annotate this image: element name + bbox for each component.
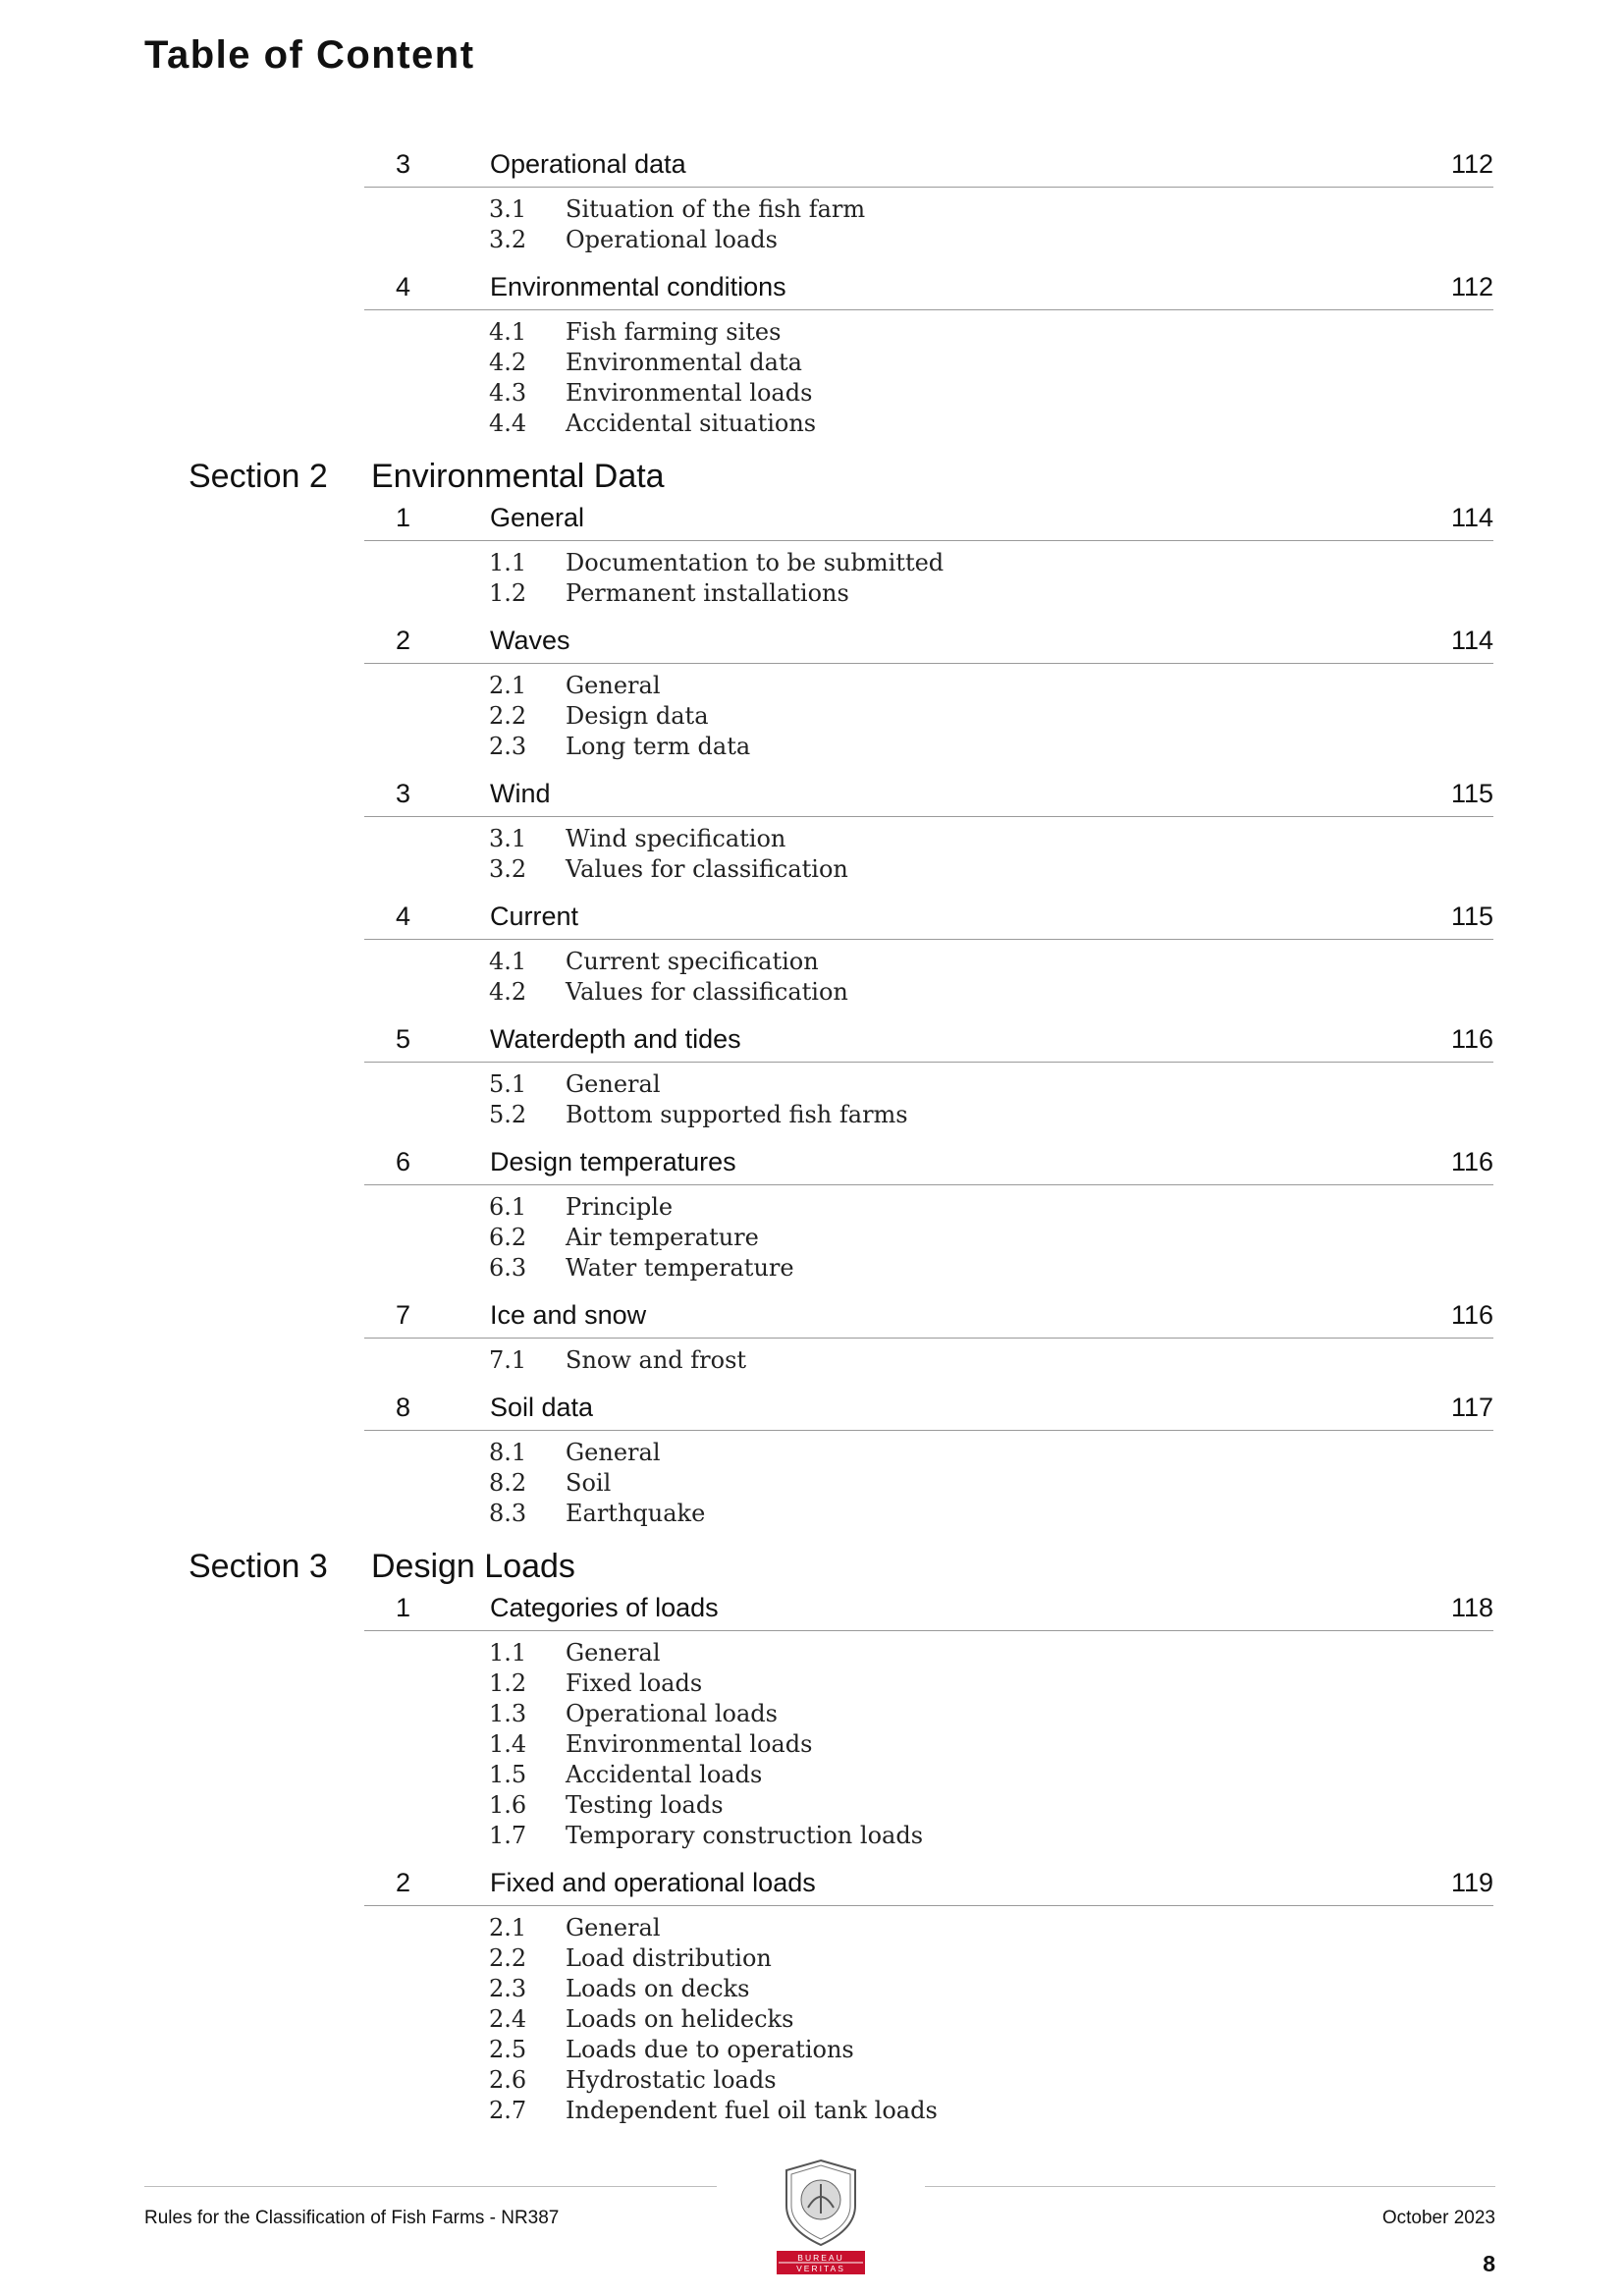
- toc-subsection[interactable]: [0, 1222, 1623, 1252]
- toc-article-heading[interactable]: [364, 264, 1493, 310]
- svg-text:BUREAU: BUREAU: [797, 2253, 844, 2263]
- article-title: Current: [490, 902, 579, 931]
- toc-article: [0, 1585, 1623, 1860]
- article-number: 1: [396, 503, 411, 532]
- toc-subsection[interactable]: [0, 547, 1623, 577]
- article-number: 5: [396, 1024, 411, 1054]
- subsection-number: 1.5: [489, 1761, 527, 1788]
- subsection-number: 1.7: [489, 1822, 527, 1849]
- toc-article: [0, 618, 1623, 771]
- subsection-number: 8.1: [489, 1439, 527, 1466]
- article-title: Operational data: [490, 149, 686, 179]
- subsection-number: 7.1: [489, 1346, 527, 1374]
- subsection-title: General: [566, 1914, 661, 1941]
- section-title: Design Loads: [371, 1548, 575, 1585]
- toc-subsection[interactable]: [0, 1973, 1623, 2003]
- toc-article: [0, 1860, 1623, 2135]
- subsection-number: 5.2: [489, 1101, 527, 1128]
- subsection-title: Permanent installations: [566, 579, 849, 607]
- toc-article-heading[interactable]: [364, 495, 1493, 541]
- subsection-title: Documentation to be submitted: [566, 549, 945, 576]
- subsection-number: 1.1: [489, 1639, 527, 1667]
- toc-subsection[interactable]: [0, 946, 1623, 976]
- toc-subsection[interactable]: [0, 1498, 1623, 1528]
- subsection-title: Bottom supported fish farms: [566, 1101, 908, 1128]
- subsection-title: Loads due to operations: [566, 2036, 854, 2063]
- subsection-number: 6.1: [489, 1193, 527, 1221]
- subsection-number: 4.2: [489, 978, 527, 1006]
- article-page-number: 115: [1450, 902, 1493, 931]
- article-page-number: 117: [1450, 1393, 1493, 1422]
- toc-subsection[interactable]: [0, 316, 1623, 347]
- article-title: Categories of loads: [490, 1593, 719, 1622]
- article-title: Waterdepth and tides: [490, 1024, 741, 1054]
- subsection-title: Fixed loads: [566, 1669, 703, 1697]
- subsection-title: Hydrostatic loads: [566, 2066, 777, 2094]
- subsection-number: 3.2: [489, 855, 527, 883]
- subsection-list: [0, 541, 1623, 618]
- article-page-number: 118: [1450, 1593, 1493, 1622]
- subsection-number: 2.1: [489, 672, 527, 699]
- article-title: Wind: [490, 779, 551, 808]
- subsection-title: Accidental loads: [566, 1761, 763, 1788]
- subsection-list: [0, 1185, 1623, 1292]
- subsection-title: Loads on decks: [566, 1975, 750, 2002]
- article-title: Design temperatures: [490, 1147, 736, 1176]
- toc-subsection[interactable]: [0, 193, 1623, 224]
- toc-subsection[interactable]: [0, 700, 1623, 731]
- subsection-title: Environmental loads: [566, 379, 813, 407]
- subsection-number: 3.1: [489, 195, 527, 223]
- subsection-title: Air temperature: [566, 1224, 759, 1251]
- subsection-title: Wind specification: [566, 825, 786, 852]
- article-title: Environmental conditions: [490, 272, 786, 301]
- subsection-title: Values for classification: [566, 855, 848, 883]
- toc-subsection[interactable]: [0, 1344, 1623, 1375]
- subsection-number: 8.3: [489, 1500, 527, 1527]
- toc-subsection[interactable]: [0, 1728, 1623, 1759]
- toc-subsection[interactable]: [0, 224, 1623, 254]
- footer-document-title: Rules for the Classification of Fish Farms - NR387: [144, 2208, 560, 2228]
- article-number: 6: [396, 1147, 411, 1176]
- toc-subsection[interactable]: [0, 377, 1623, 408]
- subsection-number: 1.2: [489, 579, 527, 607]
- article-number: 8: [396, 1393, 411, 1422]
- article-page-number: 116: [1450, 1024, 1493, 1054]
- section-title: Environmental Data: [371, 458, 665, 495]
- svg-text:VERITAS: VERITAS: [796, 2264, 845, 2273]
- article-title: Soil data: [490, 1393, 594, 1422]
- toc-article-heading[interactable]: [364, 1139, 1493, 1185]
- toc-article-heading[interactable]: [364, 618, 1493, 664]
- subsection-title: Load distribution: [566, 1944, 772, 1972]
- subsection-list: [0, 664, 1623, 771]
- subsection-number: 2.3: [489, 733, 527, 760]
- subsection-number: 8.2: [489, 1469, 527, 1497]
- footer-date: October 2023: [1381, 2208, 1495, 2228]
- toc-subsection[interactable]: [0, 1942, 1623, 1973]
- subsection-number: 3.1: [489, 825, 527, 852]
- article-title: Fixed and operational loads: [490, 1868, 816, 1897]
- subsection-title: Values for classification: [566, 978, 848, 1006]
- subsection-number: 4.4: [489, 410, 527, 437]
- toc-article: [0, 1016, 1623, 1139]
- subsection-list: [0, 817, 1623, 894]
- article-number: 2: [396, 1868, 411, 1897]
- article-page-number: 116: [1450, 1147, 1493, 1176]
- toc-subsection[interactable]: [0, 1099, 1623, 1129]
- subsection-number: 1.1: [489, 549, 527, 576]
- subsection-title: Loads on helidecks: [566, 2005, 794, 2033]
- article-number: 7: [396, 1300, 411, 1330]
- subsection-number: 2.6: [489, 2066, 527, 2094]
- toc-subsection[interactable]: [0, 2034, 1623, 2064]
- toc-article: [0, 771, 1623, 894]
- section-label: Section 2: [189, 458, 328, 495]
- subsection-number: 2.1: [489, 1914, 527, 1941]
- toc-subsection[interactable]: [0, 577, 1623, 608]
- toc-subsection[interactable]: [0, 823, 1623, 853]
- subsection-title: Design data: [566, 702, 709, 730]
- subsection-title: General: [566, 1639, 661, 1667]
- footer-rule-left: [144, 2186, 717, 2187]
- subsection-number: 3.2: [489, 226, 527, 253]
- article-page-number: 116: [1450, 1300, 1493, 1330]
- article-page-number: 119: [1450, 1868, 1493, 1897]
- subsection-title: Environmental data: [566, 349, 802, 376]
- toc-article: [0, 894, 1623, 1016]
- article-page-number: 114: [1450, 626, 1493, 655]
- subsection-title: Testing loads: [566, 1791, 724, 1819]
- article-number: 3: [396, 149, 411, 179]
- subsection-number: 2.5: [489, 2036, 527, 2063]
- subsection-number: 4.3: [489, 379, 527, 407]
- subsection-number: 1.3: [489, 1700, 527, 1727]
- table-of-contents: [0, 141, 1623, 2135]
- toc-article: [0, 1139, 1623, 1292]
- subsection-list: [0, 1063, 1623, 1139]
- toc-subsection[interactable]: [0, 1698, 1623, 1728]
- subsection-list: [0, 1906, 1623, 2135]
- article-number: 2: [396, 626, 411, 655]
- toc-subsection[interactable]: [0, 1191, 1623, 1222]
- subsection-list: [0, 310, 1623, 448]
- subsection-title: General: [566, 1070, 661, 1098]
- subsection-title: Water temperature: [566, 1254, 794, 1282]
- subsection-title: Environmental loads: [566, 1730, 813, 1758]
- toc-subsection[interactable]: [0, 670, 1623, 700]
- subsection-number: 2.4: [489, 2005, 527, 2033]
- toc-article: [0, 264, 1623, 448]
- subsection-number: 1.4: [489, 1730, 527, 1758]
- toc-subsection[interactable]: [0, 2003, 1623, 2034]
- subsection-number: 1.6: [489, 1791, 527, 1819]
- toc-subsection[interactable]: [0, 1637, 1623, 1667]
- article-number: 4: [396, 902, 411, 931]
- subsection-title: General: [566, 1439, 661, 1466]
- toc-subsection[interactable]: [0, 1912, 1623, 1942]
- toc-subsection[interactable]: [0, 1759, 1623, 1789]
- toc-subsection[interactable]: [0, 853, 1623, 884]
- toc-article-heading[interactable]: [364, 1585, 1493, 1631]
- subsection-title: General: [566, 672, 661, 699]
- article-title: Waves: [490, 626, 570, 655]
- subsection-list: [0, 1631, 1623, 1860]
- toc-subsection[interactable]: [0, 2064, 1623, 2095]
- toc-subsection[interactable]: [0, 1252, 1623, 1283]
- article-title: Ice and snow: [490, 1300, 647, 1330]
- subsection-title: Independent fuel oil tank loads: [566, 2097, 938, 2124]
- subsection-title: Operational loads: [566, 1700, 778, 1727]
- subsection-number: 4.1: [489, 318, 527, 346]
- toc-article-heading[interactable]: [364, 1292, 1493, 1339]
- subsection-title: Temporary construction loads: [566, 1822, 924, 1849]
- subsection-title: Current specification: [566, 948, 819, 975]
- toc-subsection[interactable]: [0, 976, 1623, 1007]
- subsection-list: [0, 188, 1623, 264]
- article-page-number: 114: [1450, 503, 1493, 532]
- toc-subsection[interactable]: [0, 1467, 1623, 1498]
- section-heading[interactable]: [0, 1538, 1623, 1585]
- toc-subsection[interactable]: [0, 408, 1623, 438]
- toc-article: [0, 1292, 1623, 1385]
- bureau-veritas-logo: [769, 2157, 873, 2276]
- subsection-number: 1.2: [489, 1669, 527, 1697]
- subsection-number: 2.7: [489, 2097, 527, 2124]
- article-page-number: 115: [1450, 779, 1493, 808]
- toc-subsection[interactable]: [0, 1820, 1623, 1850]
- subsection-list: [0, 940, 1623, 1016]
- subsection-list: [0, 1339, 1623, 1385]
- subsection-title: Accidental situations: [566, 410, 817, 437]
- subsection-number: 4.1: [489, 948, 527, 975]
- subsection-title: Principle: [566, 1193, 674, 1221]
- subsection-list: [0, 1431, 1623, 1538]
- article-number: 3: [396, 779, 411, 808]
- subsection-title: Situation of the fish farm: [566, 195, 866, 223]
- toc-article: [0, 1385, 1623, 1538]
- subsection-title: Snow and frost: [566, 1346, 747, 1374]
- article-title: General: [490, 503, 585, 532]
- article-number: 4: [396, 272, 411, 301]
- subsection-number: 2.2: [489, 1944, 527, 1972]
- page-number: 8: [1483, 2251, 1495, 2276]
- article-number: 1: [396, 1593, 411, 1622]
- subsection-number: 2.3: [489, 1975, 527, 2002]
- subsection-title: Earthquake: [566, 1500, 706, 1527]
- subsection-number: 6.3: [489, 1254, 527, 1282]
- article-page-number: 112: [1450, 272, 1493, 301]
- toc-article-heading[interactable]: [364, 894, 1493, 940]
- toc-article-heading[interactable]: [364, 771, 1493, 817]
- toc-subsection[interactable]: [0, 347, 1623, 377]
- toc-subsection[interactable]: [0, 1789, 1623, 1820]
- subsection-number: 6.2: [489, 1224, 527, 1251]
- toc-article-heading[interactable]: [364, 1860, 1493, 1906]
- footer-rule-right: [925, 2186, 1495, 2187]
- toc-subsection[interactable]: [0, 2095, 1623, 2125]
- article-page-number: 112: [1450, 149, 1493, 179]
- toc-article: [0, 141, 1623, 264]
- toc-subsection[interactable]: [0, 1437, 1623, 1467]
- section-heading[interactable]: [0, 448, 1623, 495]
- subsection-title: Soil: [566, 1469, 612, 1497]
- toc-article-heading[interactable]: [364, 1016, 1493, 1063]
- toc-subsection[interactable]: [0, 731, 1623, 761]
- toc-article: [0, 495, 1623, 618]
- subsection-title: Fish farming sites: [566, 318, 782, 346]
- toc-subsection[interactable]: [0, 1068, 1623, 1099]
- subsection-number: 5.1: [489, 1070, 527, 1098]
- subsection-number: 4.2: [489, 349, 527, 376]
- toc-article-heading[interactable]: [364, 141, 1493, 188]
- subsection-title: Long term data: [566, 733, 751, 760]
- toc-subsection[interactable]: [0, 1667, 1623, 1698]
- subsection-number: 2.2: [489, 702, 527, 730]
- page-title: Table of Content: [144, 33, 475, 77]
- section-label: Section 3: [189, 1548, 328, 1585]
- subsection-title: Operational loads: [566, 226, 778, 253]
- toc-article-heading[interactable]: [364, 1385, 1493, 1431]
